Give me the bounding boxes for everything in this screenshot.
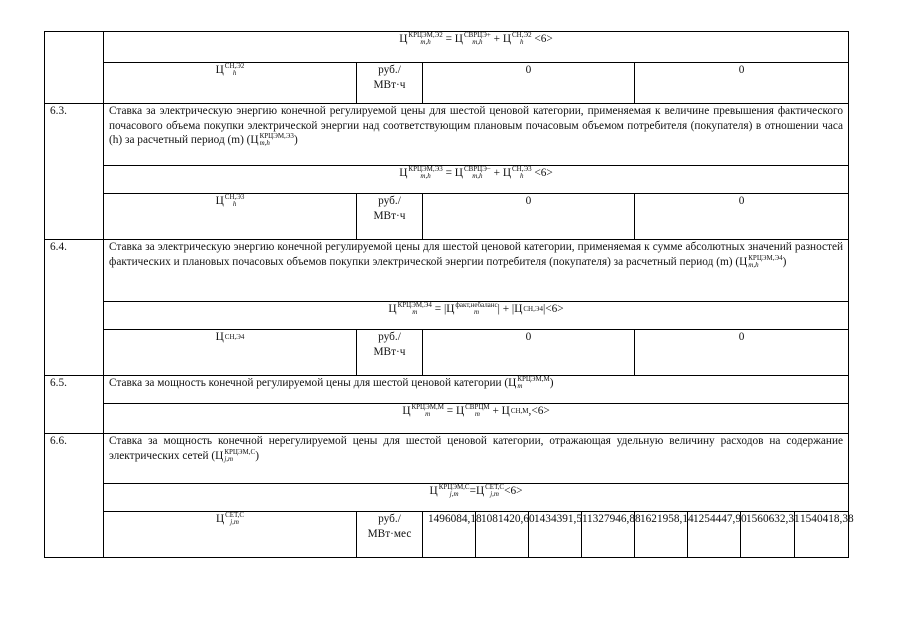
table-row [45,104,849,166]
table-row [45,512,849,558]
item-description: Ставка за электрическую энергию конечной регулируемой цены для шестой ценовой категории, применяемая к величине превышения фактического почасового объема покупки электрической энергии над соответствующим плановым почасовым объемом потребителя (покупателя) в отношении часа (h) за расчетный период (m) (Ц КРЦЭМ,Э3 m,h ) [104,104,849,166]
unit-cell: руб./ МВт·мес [357,512,423,558]
value-cell: 0 [423,63,635,104]
symbol-cell: Ц СЕТ,С j,m [104,512,357,558]
table-row [45,240,849,302]
value-cell: 1434391,51 [529,512,582,558]
table-row [45,330,849,376]
table-row [45,404,849,434]
value-cell: 1254447,90 [688,512,741,558]
value-cell: 1496084,18 [423,512,476,558]
symbol-cell: Ц СН,Э3 h [104,194,357,240]
item-number-cell [45,32,104,104]
value-cell: 0 [635,330,849,376]
table-row [45,302,849,330]
formula-e2: Ц КРЦЭМ,Э2 m,h = Ц СВРЦЭ+ m,h + Ц СН,Э2 h <6> [104,32,849,63]
symbol-cell: Ц СН,Э2 h [104,63,357,104]
value-cell: 0 [635,194,849,240]
item-description: Ставка за мощность конечной нерегулируемой цены для шестой ценовой категории, отражающая удельную величину расходов на содержание электрических сетей (Ц КРЦЭМ,С j,m ) [104,434,849,484]
formula-e3: Ц КРЦЭМ,Э3 m,h = Ц СВРЦЭ− m,h + Ц СН,Э3 h <6> [104,166,849,194]
value-cell: 1540418,38 [795,512,849,558]
tariff-table [44,31,854,558]
value-cell: 0 [423,330,635,376]
table-row [45,484,849,512]
value-cell: 1560632,31 [741,512,795,558]
table-row [45,32,849,63]
item-number: 6.6. [45,434,104,558]
table-row [45,166,849,194]
symbol-cell: Ц СН,Э4 [104,330,357,376]
value-cell: 0 [423,194,635,240]
formula-c: Ц КРЦЭМ,С j,m =Ц СЕТ,С j,m <6> [104,484,849,512]
item-number: 6.5. [45,376,104,434]
table-row [45,194,849,240]
value-cell: 1081420,60 [476,512,529,558]
table-row [45,63,849,104]
unit-cell: руб./ МВт·ч [357,194,423,240]
formula-e4: Ц КРЦЭМ,Э4 m = |Ц факт,небаланс m | + |Ц СН,Э4 |<6> [104,302,849,330]
table-row [45,434,849,484]
value-cell: 1327946,88 [582,512,635,558]
value-cell: 1621958,14 [635,512,688,558]
item-description: Ставка за мощность конечной регулируемой цены для шестой ценовой категории (Ц КРЦЭМ,М m ) [104,376,849,404]
unit-cell: руб./ МВт·ч [357,63,423,104]
formula-m: Ц КРЦЭМ,М m = Ц СВРЦМ m + Ц СН,М ,<6> [104,404,849,434]
item-description: Ставка за электрическую энергию конечной регулируемой цены для шестой ценовой категории, применяемая к сумме абсолютных значений разностей фактических и плановых почасовых объемов покупки электрической энергии потребителя (покупателя) за расчетный период (m) (Ц КРЦЭМ,Э4 m,h ) [104,240,849,302]
item-number: 6.4. [45,240,104,376]
table-row [45,376,849,404]
value-cell: 0 [635,63,849,104]
item-number: 6.3. [45,104,104,240]
unit-cell: руб./ МВт·ч [357,330,423,376]
